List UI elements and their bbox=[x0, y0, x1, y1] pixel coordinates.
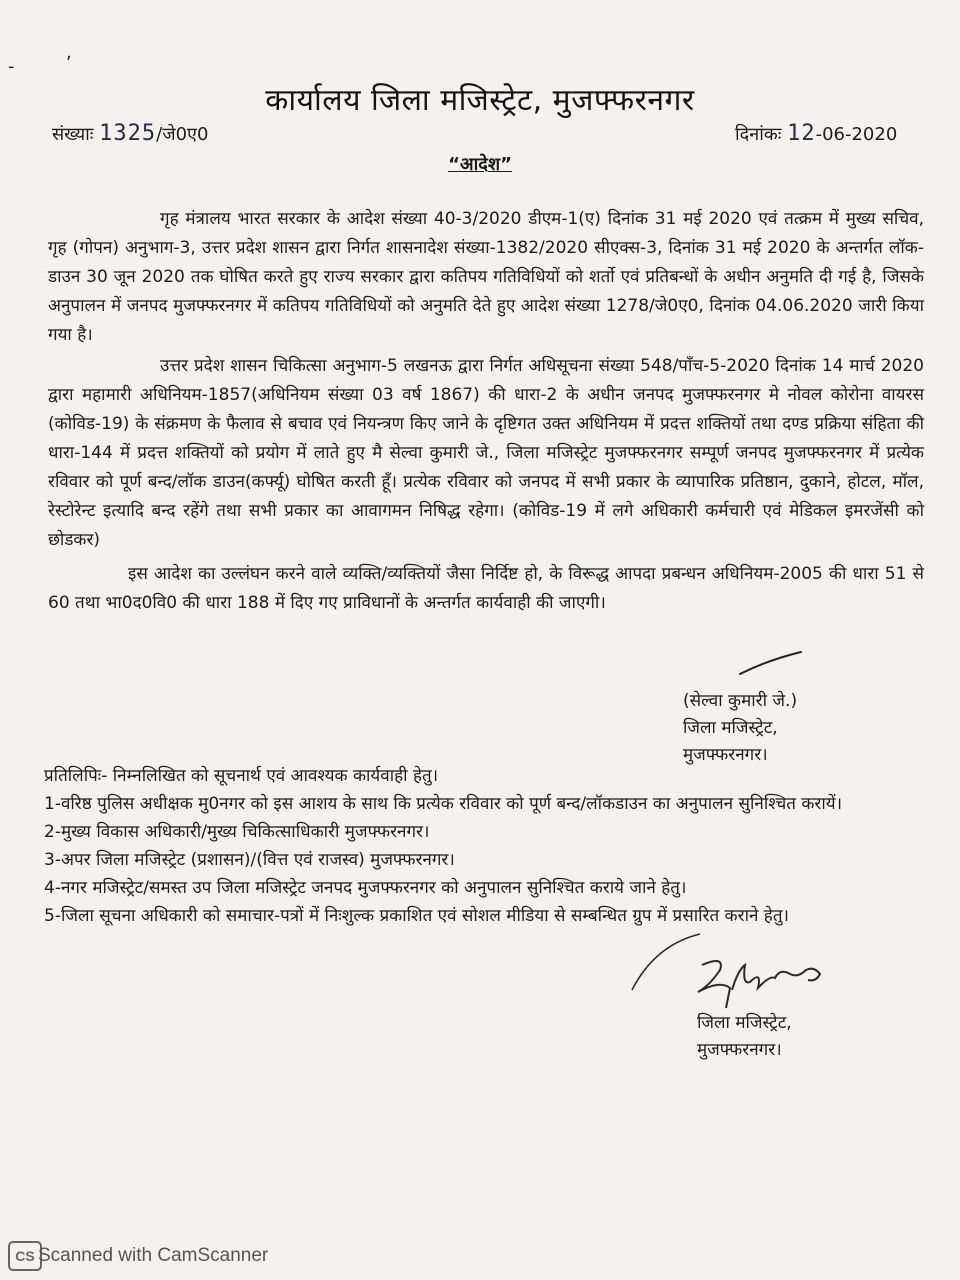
office-title: कार्यालय जिला मजिस्ट्रेट, मुजफ्फरनगर bbox=[265, 83, 695, 118]
signature-stroke-icon bbox=[738, 650, 803, 676]
list-item: 4-नगर मजिस्ट्रेट/समस्त उप जिला मजिस्ट्रेट जनपद मुजफ्फरनगर को अनुपालन सुनिश्चित कराये जाने हेतु। bbox=[44, 878, 687, 898]
ref-suffix: /जे0ए0 bbox=[156, 124, 209, 145]
signatory-designation-2: जिला मजिस्ट्रेट, bbox=[697, 1013, 792, 1033]
list-item: 1-वरिष्ठ पुलिस अधीक्षक मु0नगर को इस आशय के साथ कि प्रत्येक रविवार को पूर्ण बन्द/लॉकडाउन का अनुपालन सुनिश्चित करायें। bbox=[44, 794, 843, 814]
camscanner-logo-icon: CS bbox=[8, 1241, 42, 1271]
order-date bbox=[735, 121, 897, 146]
list-item: 3-अपर जिला मजिस्ट्रेट (प्रशासन)/(वित्त एवं राजस्व) मुजफ्फरनगर। bbox=[44, 850, 455, 870]
list-item: 5-जिला सूचना अधिकारी को समाचार-पत्रों में निःशुल्क प्रकाशित एवं सोशल मीडिया से सम्बन्धित ग्रुप में प्रसारित कराने हेतु। bbox=[44, 906, 789, 926]
signatory-place: मुजफ्फरनगर। bbox=[683, 745, 768, 765]
date-label: दिनांकः bbox=[735, 124, 782, 145]
order-title: “आदेश” bbox=[448, 154, 512, 175]
copy-to-heading: प्रतिलिपिः- निम्नलिखित को सूचनार्थ एवं आवश्यक कार्यवाही हेतु। bbox=[44, 766, 439, 786]
ref-number-handwritten: 1325 bbox=[99, 121, 157, 146]
paragraph-1: गृह मंत्रालय भारत सरकार के आदेश संख्या 40-3/2020 डीएम-1(ए) दिनांक 31 मई 2020 एवं तत्क्रम में मुख्य सचिव, गृह (गोपन) अनुभाग-3, उत्तर प्रदेश शासन द्वारा निर्गत शासनादेश संख्या-1382/2020 सीएक्स-3, दिनांक 31 मई 2020 के अन्तर्गत लॉक-डाउन 30 जून 2020 तक घोषित करते हुए राज्य सरकार द्वारा कतिपय गतिविधियों को शर्तो एवं प्रतिबन्धों के अधीन अनुमति दी गई है, जिसके अनुपालन में जनपद मुजफ्फरनगर में कतिपय गतिविधियों को अनुमति देते हुए आदेश संख्या 1278/जे0ए0, दिनांक 04.06.2020 जारी किया गया है। bbox=[48, 209, 924, 345]
date-rest: -06-2020 bbox=[815, 124, 898, 145]
date-day-handwritten: 12 bbox=[787, 121, 816, 146]
order-heading bbox=[0, 152, 960, 176]
signatory-block bbox=[683, 688, 797, 769]
signatory-block-2 bbox=[697, 1010, 792, 1064]
ref-label: संख्याः bbox=[52, 124, 94, 145]
scan-mark: , bbox=[66, 42, 72, 63]
signatory-name: (सेल्वा कुमारी जे.) bbox=[683, 691, 798, 711]
signatory-designation: जिला मजिस्ट्रेट, bbox=[683, 718, 778, 738]
signatory-place-2: मुजफ्फरनगर। bbox=[697, 1040, 782, 1060]
handwritten-signature-icon bbox=[630, 930, 840, 1020]
scanner-credit: Scanned with CamScanner bbox=[38, 1245, 269, 1266]
paragraph-3: इस आदेश का उल्लंघन करने वाले व्यक्ति/व्यक्तियों जैसा निर्दिष्ट हो, के विरूद्ध आपदा प्रबन्धन अधिनियम-2005 की धारा 51 से 60 तथा भा0द0वि0 की धारा 188 में दिए गए प्राविधानों के अन्तर्गत कार्यवाही की जाएगी। bbox=[48, 564, 924, 613]
scan-footer bbox=[8, 1239, 268, 1273]
list-item: 2-मुख्य विकास अधिकारी/मुख्य चिकित्साधिकारी मुजफ्फरनगर। bbox=[44, 822, 430, 842]
copy-to-list bbox=[44, 762, 842, 930]
paragraph-2: उत्तर प्रदेश शासन चिकित्सा अनुभाग-5 लखनऊ द्वारा निर्गत अधिसूचना संख्या 548/पाँच-5-2020 दिनांक 14 मार्च 2020 द्वारा महामारी अधिनियम-1857(अधिनियम संख्या 03 वर्ष 1867) की धारा-2 के अधीन जनपद मुजफ्फरनगर मे नोवल कोरोना वायरस (कोविड-19) के संक्रमण के फैलाव से बचाव एवं नियन्त्रण किए जाने के दृष्टिगत उक्त अधिनियम में प्रदत्त शक्तियों तथा दण्ड प्रक्रिया संहिता की धारा-144 में प्रदत्त शक्तियों को प्रयोग में लाते हुए मै सेल्वा कुमारी जे., जिला मजिस्ट्रेट मुजफ्फरनगर सम्पूर्ण जनपद मुजफ्फरनगर में प्रत्येक रविवार को पूर्ण बन्द/लॉक डाउन(कर्फ्यू) घोषित करती हूँ। प्रत्येक रविवार को जनपद में सभी प्रकार के व्यापारिक प्रतिष्ठान, दुकाने, होटल, मॉल, रेस्टोरेन्ट इत्यादि बन्द रहेंगे तथा सभी प्रकार का आवागमन निषिद्ध रहेगा। (कोविड-19 में लगे अधिकारी कर्मचारी एवं मेडिकल इमरजेंसी को छोडकर) bbox=[48, 356, 924, 550]
reference-number bbox=[52, 121, 208, 146]
scan-mark: - bbox=[8, 56, 15, 77]
